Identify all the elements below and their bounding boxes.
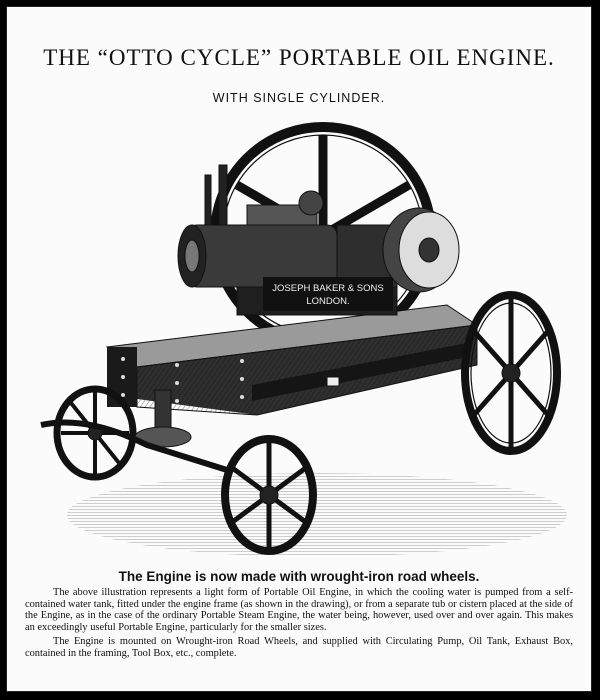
page-title: THE “OTTO CYCLE” PORTABLE OIL ENGINE. — [43, 45, 555, 70]
catalogue-page — [6, 6, 592, 692]
description — [25, 587, 573, 663]
nameplate — [263, 277, 393, 311]
rear-wheel-right — [465, 295, 557, 451]
page-subtitle: WITH SINGLE CYLINDER. — [212, 91, 386, 105]
pulley — [383, 208, 459, 292]
nameplate-line2: LONDON. — [306, 296, 350, 307]
caption: The Engine is now made with wrought-iron road wheels. — [118, 569, 480, 584]
nameplate-line1: JOSEPH BAKER & SONS — [272, 283, 384, 294]
description-paragraph-2: The Engine is mounted on Wrought-iron Road Wheels, and supplied with Circulating Pump, Oil Tank, Exhaust Box, contained in the framing, Tool Box, etc., complete. — [25, 636, 573, 659]
ground-shadow — [67, 473, 567, 557]
engine-illustration — [27, 115, 587, 565]
description-paragraph-1: The above illustration represents a light form of Portable Oil Engine, in which the cooling water is pumped from a self-contained water tank, fitted under the engine frame (as shown in the drawing), or from a separate tub or cistern placed at the side of the Engine, as in the case of the ordinary Portable Steam Engine, the water being, however, used over and over again. This makes an exceedingly useful Portable Engine, particularly for the smaller sizes. — [25, 587, 573, 633]
